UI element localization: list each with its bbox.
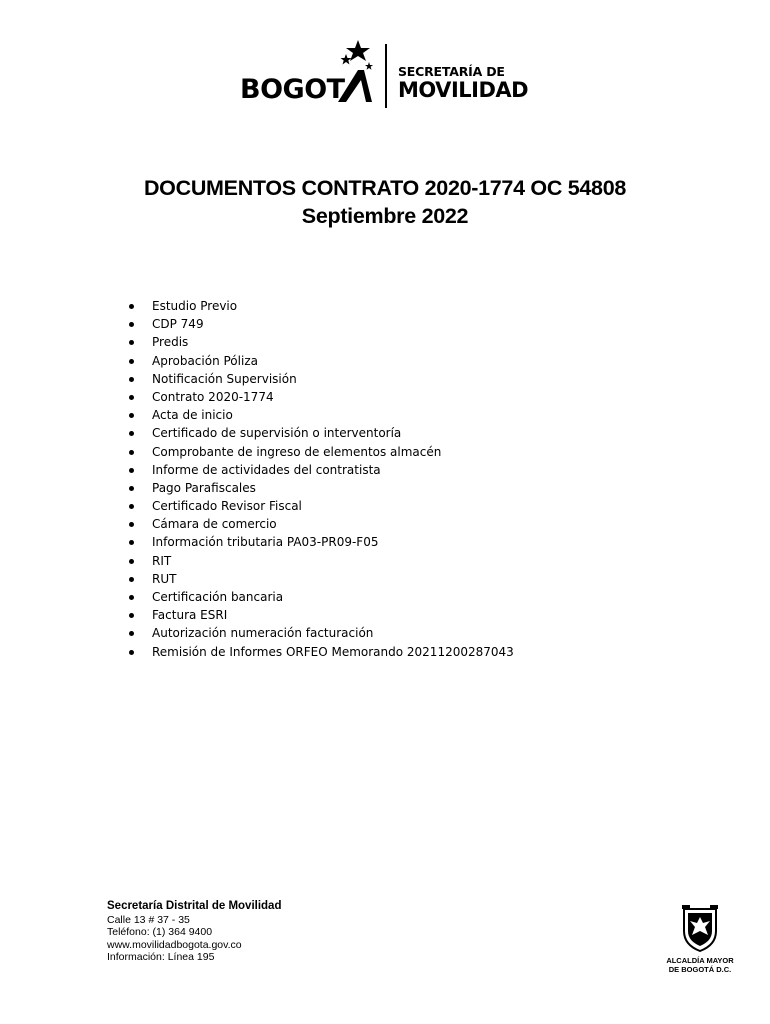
logo-movilidad-text: MOVILIDAD [398, 78, 529, 102]
logo-secretaria-text: SECRETARÍA DE [398, 64, 505, 79]
logo-brand-text: BOGOT [240, 74, 345, 105]
list-item: Comprobante de ingreso de elementos almacén [124, 443, 514, 461]
footer-address: Calle 13 # 37 - 35 [107, 914, 190, 926]
list-item: Pago Parafiscales [124, 479, 514, 497]
bogota-movilidad-logo [240, 40, 529, 112]
documents-list [124, 297, 514, 661]
footer-info: Información: Línea 195 [107, 950, 215, 963]
list-item: Remisión de Informes ORFEO Memorando 20211200287043 [124, 643, 514, 661]
list-item: Autorización numeración facturación [124, 624, 514, 642]
list-item: Certificación bancaria [124, 588, 514, 606]
list-item: RUT [124, 570, 514, 588]
document-subtitle: Septiembre 2022 [301, 204, 469, 228]
list-item: Certificado de supervisión o interventoría [124, 424, 514, 442]
list-item: RIT [124, 552, 514, 570]
list-item: Factura ESRI [124, 606, 514, 624]
list-item: Notificación Supervisión [124, 370, 514, 388]
alcaldia-line-2: DE BOGOTÁ D.C. [668, 965, 732, 974]
list-item: Aprobación Póliza [124, 352, 514, 370]
footer-contact [107, 900, 281, 963]
list-item: Contrato 2020-1774 [124, 388, 514, 406]
alcaldia-text [660, 956, 740, 974]
coat-of-arms-icon [680, 905, 720, 953]
list-item: CDP 749 [124, 315, 514, 333]
list-item: Predis [124, 333, 514, 351]
logo-divider [385, 44, 387, 108]
list-item: Acta de inicio [124, 406, 514, 424]
alcaldia-line-1: ALCALDÍA MAYOR [666, 956, 734, 965]
footer-website: www.movilidadbogota.gov.co [107, 938, 242, 951]
star-a-icon [336, 40, 380, 110]
document-title: DOCUMENTOS CONTRATO 2020-1774 OC 54808 [143, 176, 627, 200]
list-item: Estudio Previo [124, 297, 514, 315]
list-item: Informe de actividades del contratista [124, 461, 514, 479]
list-item: Cámara de comercio [124, 515, 514, 533]
alcaldia-logo [660, 905, 740, 974]
list-item: Información tributaria PA03-PR09-F05 [124, 533, 514, 551]
list-item: Certificado Revisor Fiscal [124, 497, 514, 515]
footer-org-name: Secretaría Distrital de Movilidad [107, 900, 282, 912]
footer-phone: Teléfono: (1) 364 9400 [107, 926, 213, 939]
